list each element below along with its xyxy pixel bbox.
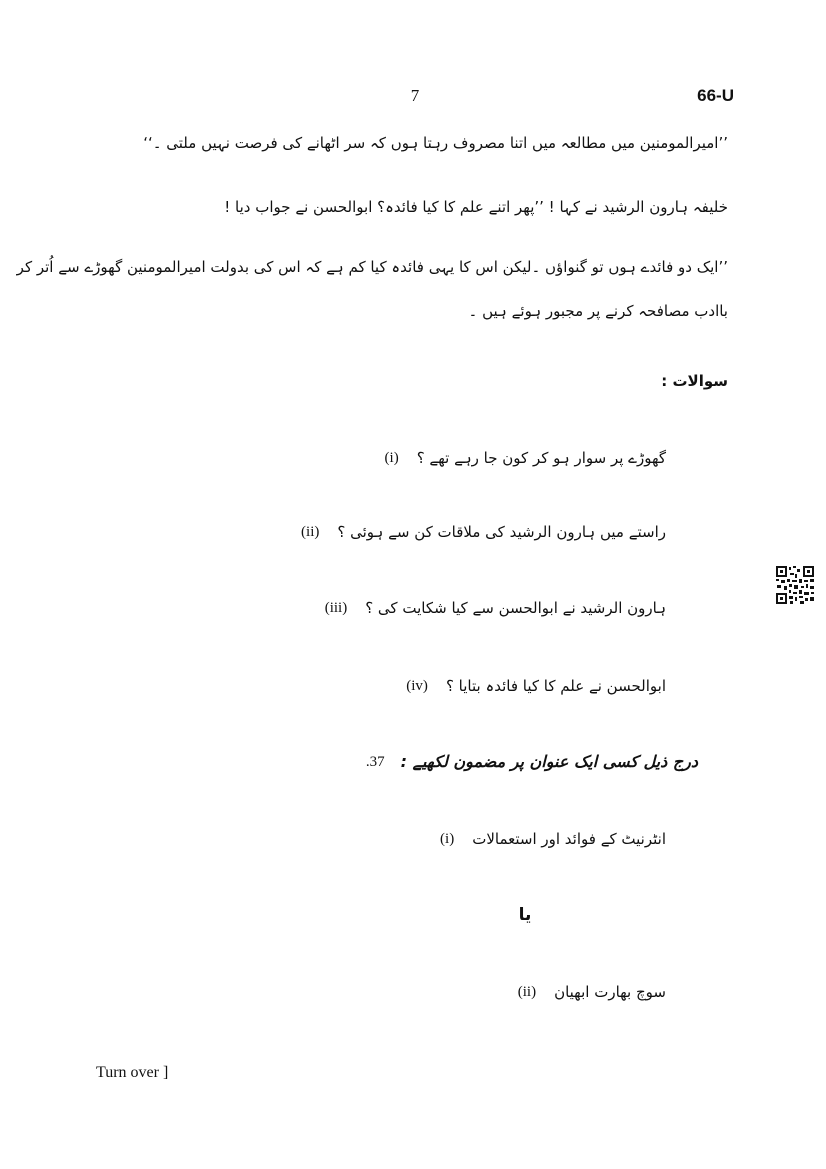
essay-option: [440, 830, 666, 848]
question-text: ہارون الرشید نے ابوالحسن سے کیا شکایت کی ؟: [365, 599, 666, 617]
or-separator: یا: [518, 905, 532, 925]
passage-line-4: باادب مصافحہ کرنے پر مجبور ہوئے ہیں ۔: [468, 302, 728, 320]
question-item: [406, 677, 666, 695]
question-number: (iii): [324, 600, 348, 616]
passage-line-3: ’’ایک دو فائدے ہوں تو گنواؤں ۔لیکن اس کا یہی فائدہ کیا کم ہے کہ اس کی بدولت امیرالمومنین گھوڑے سے اُتر کر: [16, 258, 728, 276]
qr-code-icon: [775, 565, 815, 605]
question-text: راستے میں ہارون الرشید کی ملاقات کن سے ہوئی ؟: [337, 523, 666, 541]
essay-option-number: (i): [440, 831, 455, 847]
essay-option-text: سوچ بھارت ابھیان: [554, 983, 666, 1001]
passage-line-2: خلیفہ ہارون الرشید نے کہا ! ’’پھر اتنے علم کا کیا فائدہ؟ ابوالحسن نے جواب دیا !: [224, 198, 728, 216]
essay-option-text: انٹرنیٹ کے فوائد اور استعمالات: [472, 830, 666, 848]
essay-option-number: (ii): [517, 984, 537, 1000]
paper-code: 66-U: [697, 86, 734, 105]
passage-line-1: ’’امیرالمومنین میں مطالعہ میں اتنا مصروف رہتا ہوں کہ سر اٹھانے کی فرصت نہیں ملتی ۔‘‘: [143, 134, 728, 152]
question-number: (i): [384, 450, 399, 466]
question-37-number: 37.: [365, 753, 385, 770]
turn-over-label: Turn over ]: [96, 1064, 169, 1081]
question-number: (iv): [406, 678, 428, 694]
question-text: گھوڑے پر سوار ہو کر کون جا رہے تھے ؟: [416, 449, 666, 467]
question-item: [301, 523, 666, 541]
question-37: [366, 752, 698, 771]
question-text: ابوالحسن نے علم کا کیا فائدہ بتایا ؟: [445, 677, 666, 695]
questions-heading: سوالات :: [661, 372, 728, 390]
page-number: 7: [410, 86, 420, 105]
question-item: [385, 449, 666, 467]
question-37-text: درج ذیل کسی ایک عنوان پر مضمون لکھیے :: [400, 752, 698, 771]
question-item: [325, 599, 666, 617]
essay-option: [518, 983, 666, 1001]
question-number: (ii): [301, 524, 320, 540]
